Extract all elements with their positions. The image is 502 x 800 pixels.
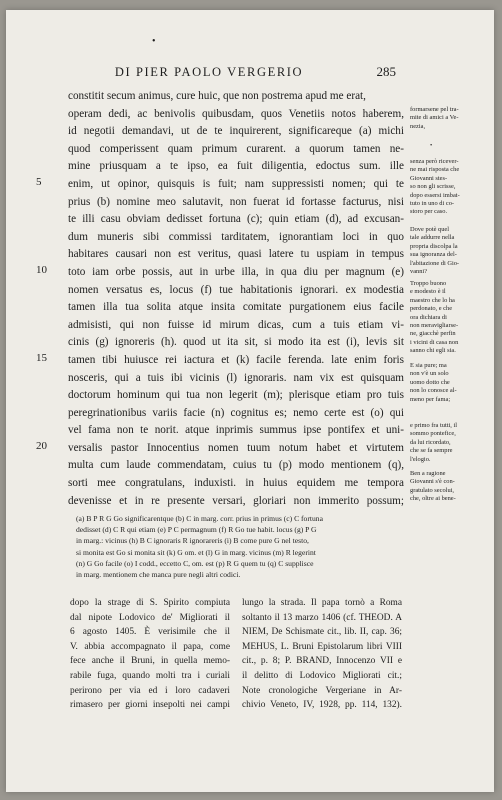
running-header: DI PIER PAOLO VERGERIO bbox=[114, 65, 304, 79]
note-line: il delitto di Lodovico Migliorati cit.; bbox=[242, 670, 402, 681]
side-note-line: ora dichiara di bbox=[410, 313, 447, 321]
side-note-line: tuto in uno di co- bbox=[410, 200, 455, 208]
note-line: cit., p. 8; P. BRAND, Innocenzo VII e bbox=[242, 656, 402, 667]
note-line: 6 agosto 1405. È verisimile che il bbox=[70, 627, 230, 638]
side-note-line: propria discolpa la bbox=[410, 242, 458, 250]
apparatus-line: in marg. mentionem che manca pure negli altri codici. bbox=[76, 570, 241, 580]
text-line: admisisti, qui non fuisse id mirum dicas, cum a tuis etiam vi- bbox=[68, 318, 404, 331]
side-note-line: sua ignoranza del- bbox=[410, 251, 457, 259]
main-latin-text bbox=[68, 88, 404, 510]
side-note-line: gratulato secolui, bbox=[410, 486, 455, 494]
note-line: Note cronologiche Vergeriane in Ar- bbox=[242, 685, 402, 696]
text-line: quod comperissent quam primum curarent. a quorum tamen ne- bbox=[68, 142, 404, 155]
side-note-7 bbox=[410, 470, 494, 504]
text-line: nomen versatus es, locus (f) tue habitationis ignorari. ex modestia bbox=[68, 283, 404, 296]
side-note-line: non lo conosce al- bbox=[410, 387, 457, 395]
text-line: sorti mee congratulans, induxisti. in huius equidem me tempora bbox=[68, 477, 404, 490]
side-note-line: Ben a ragione bbox=[410, 470, 446, 477]
side-note-line: mite di amici a Ve- bbox=[410, 114, 459, 122]
footnote-left-column bbox=[70, 596, 230, 713]
line-number: 15 bbox=[36, 352, 47, 364]
side-note-5 bbox=[410, 362, 494, 404]
apparatus-line: dedisset (d) C R qui etiam (e) P C permagnum (f) R Go tue habit. locus (g) P G bbox=[76, 525, 317, 535]
note-line: MEHUS, L. Bruni Epistolarum libri VIII bbox=[242, 641, 402, 652]
side-note-line: uomo dotto che bbox=[410, 378, 450, 386]
side-note-line: l'abitazione di Gio- bbox=[410, 259, 460, 267]
note-line: chivio Veneto, IV, 1928, pp. 114, 132). bbox=[242, 700, 402, 711]
apparatus-line: si monita est Go si monita sit (k) G om. et (l) G in marg. vicinus (m) R legerint bbox=[76, 547, 316, 557]
side-note-line: e modesto è il bbox=[410, 288, 446, 296]
side-note-line: che se fa sempre bbox=[410, 447, 453, 455]
text-line: vel fama non te norit. atque inprimis summus ipse pontifex et uni- bbox=[68, 424, 404, 437]
apparatus-line: in marg.: vicinus (h) B C ignoraris R ignorareris (i) B come pure G nel testo, bbox=[76, 536, 309, 546]
side-note-line: senza però ricever- bbox=[410, 158, 459, 165]
text-line: prius (b) nomine meo salutavit, non fuerat id fortasse facturus, nisi bbox=[68, 195, 404, 208]
side-note-4 bbox=[410, 280, 494, 356]
text-line: enim, ut opinor, quisquis is fuit; nam suppressisti nomen; qui te bbox=[68, 177, 404, 190]
note-line: rimasero per giorni insepolti nei campi bbox=[70, 700, 230, 711]
text-line: id negotii demandavi, ut de te inquirerent, significareque (a) michi bbox=[68, 125, 404, 138]
side-note-line: tale addurre nella bbox=[410, 234, 455, 242]
side-note-6 bbox=[410, 422, 494, 464]
note-line: V. abbia accompagnato il papa, come bbox=[70, 641, 230, 652]
note-line: NIEM, De Schismate cit., lib. II, cap. 36; bbox=[242, 627, 402, 638]
side-note-line: l'elogio. bbox=[410, 455, 431, 463]
side-note-line: sommo pontefice, bbox=[410, 430, 456, 438]
side-note-line: perdonato, e che bbox=[410, 305, 453, 313]
text-line: mine priusquam a te ipso, ea fuit diligentia, edoctus sum. ille bbox=[68, 160, 404, 173]
side-note-line: vanni? bbox=[410, 268, 428, 276]
side-note-line: maestro che lo ha bbox=[410, 296, 455, 304]
line-number: 5 bbox=[36, 176, 42, 188]
page-number: 285 bbox=[376, 64, 396, 79]
apparatus-line: (a) B P R G Go significarentque (b) C in marg. corr. prius in primus (c) C fortuna bbox=[76, 514, 323, 523]
note-line: dopo la strage di S. Spirito compiuta bbox=[70, 598, 230, 608]
side-note-line: da lui ricordato, bbox=[410, 438, 451, 446]
apparatus-line: (n) G Go facile (o) I codd., eccetto C, om. est (p) R G quem tu (q) C supplisce bbox=[76, 558, 314, 568]
side-note-line: meno per fama; bbox=[410, 395, 451, 403]
text-line: operam dedi, ac benivolis quibusdam, quos Venetiis notos haberem, bbox=[68, 107, 404, 120]
side-note-line: nezia, bbox=[410, 122, 426, 130]
note-line: dal nipote Lodovico de' Migliorati il bbox=[70, 612, 230, 623]
side-note-line: Troppo buono bbox=[410, 280, 447, 287]
text-line: multa cum laude commendatam, cuius tu (p) modo mentionem (q), bbox=[68, 459, 404, 472]
side-note-line: non meravigliarse- bbox=[410, 322, 459, 330]
side-note-line: sanno chi egli sia. bbox=[410, 347, 456, 355]
side-note-line: E sia pure; ma bbox=[410, 362, 447, 369]
footnote-right-column bbox=[242, 596, 402, 713]
text-line: constitit secum animus, cure huic, que non postrema apud me erat, bbox=[68, 90, 366, 102]
text-line: cinis (g) ignoreris (h). quod ut ita sit, si modo ita est (i), levis sit bbox=[68, 336, 404, 349]
side-note-line: ne mai risposta che bbox=[410, 166, 460, 174]
note-line: fece anche il Bruni, in quella memo- bbox=[70, 656, 230, 667]
side-note-line: e primo fra tutti, il bbox=[410, 422, 458, 429]
side-note-line: formarsene pel tra- bbox=[410, 106, 459, 113]
text-line: doctorum hominum qui tua non legerit (m); plerisque etiam pro tuis bbox=[68, 389, 404, 402]
top-mark: • bbox=[152, 36, 156, 47]
side-note-line: dopo essersi imbat- bbox=[410, 191, 460, 199]
text-line: versalis pastor Innocentius nomen tuum notum habet et virtutem bbox=[68, 441, 404, 454]
text-line: tamen tibi huiusce rei iactura et (k) facile ferenda. late enim foris bbox=[68, 353, 404, 366]
side-note-line: Dove potè quel bbox=[410, 226, 450, 233]
note-line: lungo la strada. Il papa tornò a Roma bbox=[242, 598, 402, 608]
side-note-line: Giovanni s'è con- bbox=[410, 478, 455, 486]
side-note-line: so non gli scrisse, bbox=[410, 183, 456, 191]
line-number: 20 bbox=[36, 440, 47, 452]
text-line: tamen illa tua solita atque insita comitate purgationem eius facile bbox=[68, 301, 404, 314]
note-line: rabile fuga, quando molti tra i curiali bbox=[70, 670, 230, 681]
text-line: te illi casu obviam dedisset fortuna (c); quin etiam (d), ad excusan- bbox=[68, 213, 404, 226]
side-note-line: che, oltre ai bene- bbox=[410, 495, 456, 503]
line-number: 10 bbox=[36, 264, 47, 276]
side-note-2 bbox=[410, 158, 494, 217]
side-note-mark bbox=[410, 142, 494, 150]
side-note-line: Giovanni stes- bbox=[410, 174, 448, 182]
side-note-3 bbox=[410, 226, 494, 276]
book-page bbox=[6, 10, 494, 792]
text-line: habitares causari non est veritus, quasi latere tu uspiam in tempus bbox=[68, 248, 404, 261]
text-line: devenisse et in re presente versari, gloriari non immerito possum; bbox=[68, 494, 404, 507]
side-note-line: • bbox=[430, 142, 433, 149]
text-line: dum muneris sibi commissi tarditatem, ignorantiam loci in quo bbox=[68, 230, 404, 243]
critical-apparatus bbox=[76, 513, 406, 580]
side-note-line: i vicini di casa non bbox=[410, 338, 459, 346]
text-line: peregrinationibus variis facie (n) cognitus es; nemo certe est (o) qui bbox=[68, 406, 404, 419]
side-note-1 bbox=[410, 106, 494, 131]
note-line: soltanto il 13 marzo 1406 (cf. THEOD. A bbox=[242, 612, 402, 623]
side-note-line: non v'è un solo bbox=[410, 370, 449, 378]
side-note-line: storo per caso. bbox=[410, 208, 448, 216]
text-line: nosceris, qui a tuis ibi vicinis (l) ignoraris. nam vix est quisquam bbox=[68, 371, 404, 384]
side-note-line: ne, giacchè perfin bbox=[410, 330, 456, 338]
note-line: perirono per via ed i loro cadaveri bbox=[70, 685, 230, 696]
text-line: toto iam orbe possis, aut in urbe illa, in qua diu per magnum (e) bbox=[68, 265, 404, 278]
